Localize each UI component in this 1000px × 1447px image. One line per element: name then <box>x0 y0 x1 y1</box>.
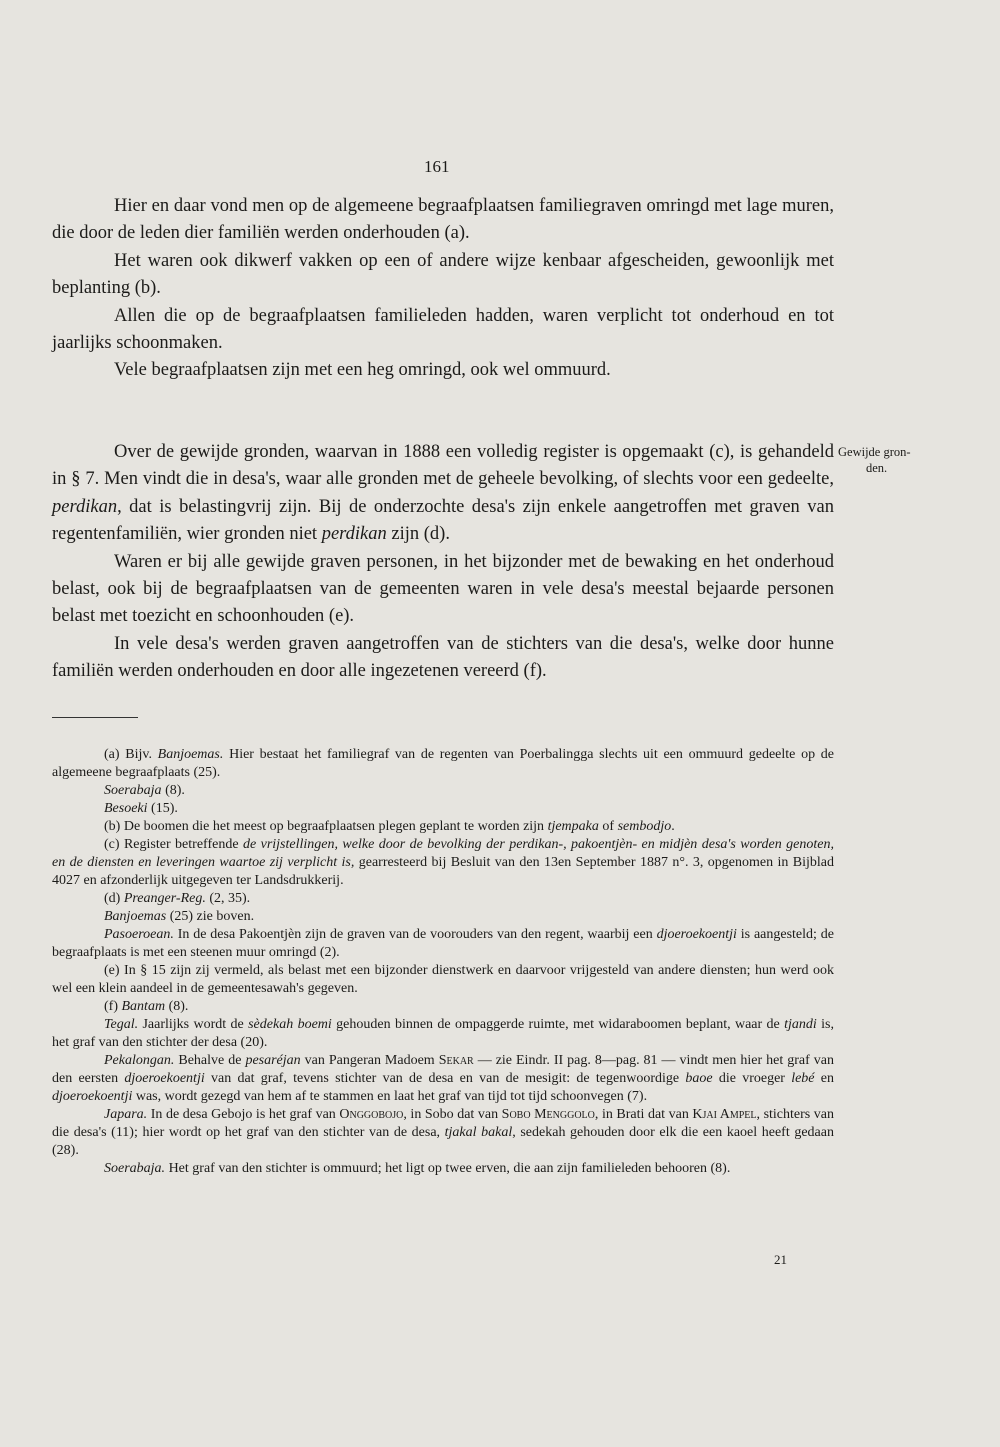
footnote: (b) De boomen die het meest op begraafplaatsen plegen geplant te worden zijn tjempaka of sembodjo. <box>104 819 675 834</box>
paragraph: Allen die op de begraafplaatsen familieleden hadden, waren verplicht tot onderhoud en tot jaarlijks schoonmaken. <box>52 305 834 354</box>
footnote: (d) Preanger-Reg. (2, 35). <box>104 891 251 906</box>
page-number: 161 <box>424 157 450 176</box>
paragraph: Het waren ook dikwerf vakken op een of andere wijze kenbaar afgescheiden, gewoonlijk met beplanting (b). <box>52 250 834 299</box>
footnote: Soerabaja (8). <box>104 783 185 798</box>
footnote: Besoeki (15). <box>104 801 178 816</box>
footnote: (f) Bantam (8). <box>104 999 189 1014</box>
paragraph-block-graves <box>52 193 834 385</box>
paragraph-block-sacred-grounds <box>52 439 834 686</box>
footnote: (c) Register betreffende de vrijstellingen, welke door de bevolking der perdikan-, pakoentjèn- en midjèn desa's worden genoten, en de diensten en leveringen waartoe zij verplicht is, gearresteerd bij Besluit van den 13en September 1887 n°. 3, opgenomen in Bijblad 4027 en afzonderlijk uitgegeven ter Landsdrukkerij. <box>52 837 834 888</box>
footnotes <box>52 746 834 1178</box>
footnote: (e) In § 15 zijn zij vermeld, als belast met een bijzonder dienstwerk en daarvoor vrijgesteld van andere diensten; hun werd ook wel een klein aandeel in de gemeentesawah's gegeven. <box>52 963 834 996</box>
footnote: (a) Bijv. Banjoemas. Hier bestaat het familiegraf van de regenten van Poerbalingga slechts uit een ommuurd gedeelte op de algemeene begraafplaats (25). <box>52 747 834 780</box>
footnote: Pekalongan. Behalve de pesaréjan van Pangeran Madoem Sekar — zie Eindr. II pag. 8—pag. 81 — vindt men hier het graf van den eersten djoeroekoentji van dat graf, tevens stichter van de desa en van de mesigit: de tegenwoordige baoe die vroeger lebé en djoeroekoentji was, wordt gezegd van hem af te stammen en laat het graf van tijd tot tijd schoonvegen (7). <box>52 1053 835 1104</box>
paragraph: Vele begraafplaatsen zijn met een heg omringd, ook wel ommuurd. <box>114 360 611 381</box>
paragraph: Waren er bij alle gewijde graven personen, in het bijzonder met de bewaking en het onderhoud belast, ook bij de begraafplaatsen van de gemeenten waren in vele desa's meestal bejaarde personen belast met toezicht en schoonhouden (e). <box>52 551 834 627</box>
margin-note: Gewijde gron- den. <box>838 445 911 475</box>
footnote: Japara. In de desa Gebojo is het graf van Onggobojo, in Sobo dat van Sobo Menggolo, in Brati dat van Kjai Ampel, stichters van die desa's (11); hier wordt op het graf van den stichter van de desa, tjakal bakal, sedekah gehouden door elk die een kaoel heeft gedaan (28). <box>52 1107 834 1158</box>
printer-signature: 21 <box>774 1252 787 1267</box>
footnote: Tegal. Jaarlijks wordt de sèdekah boemi gehouden binnen de ompaggerde ruimte, met widaraboomen beplant, waar de tjandi is, het graf van den stichter der desa (20). <box>52 1017 834 1050</box>
paragraph: Hier en daar vond men op de algemeene begraafplaatsen familiegraven omringd met lage muren, die door de leden dier familiën werden onderhouden (a). <box>52 196 834 244</box>
paragraph: Over de gewijde gronden, waarvan in 1888 een volledig register is opgemaakt (c), is gehandeld in § 7. Men vindt die in desa's, waar alle gronden met de geheele bevolking, of slechts voor een gedeelte, perdikan, dat is belastingvrij zijn. Bij de onderzochte desa's zijn enkele aangetroffen met graven van regentenfamiliën, wier gronden niet perdikan zijn (d). <box>52 442 834 545</box>
footnote: Soerabaja. Het graf van den stichter is ommuurd; het ligt op twee erven, die aan zijn familieleden behooren (8). <box>104 1161 731 1176</box>
footnote: Pasoeroean. In de desa Pakoentjèn zijn de graven van de voorouders van den regent, waarbij een djoeroekoentji is aangesteld; de begraafplaats is met een steenen muur omringd (2). <box>52 927 835 960</box>
footnote: Banjoemas (25) zie boven. <box>104 909 255 924</box>
paragraph: In vele desa's werden graven aangetroffen van de stichters van die desa's, welke door hunne familiën werden onderhouden en door alle ingezetenen vereerd (f). <box>52 633 834 682</box>
footnote-divider <box>52 717 138 718</box>
